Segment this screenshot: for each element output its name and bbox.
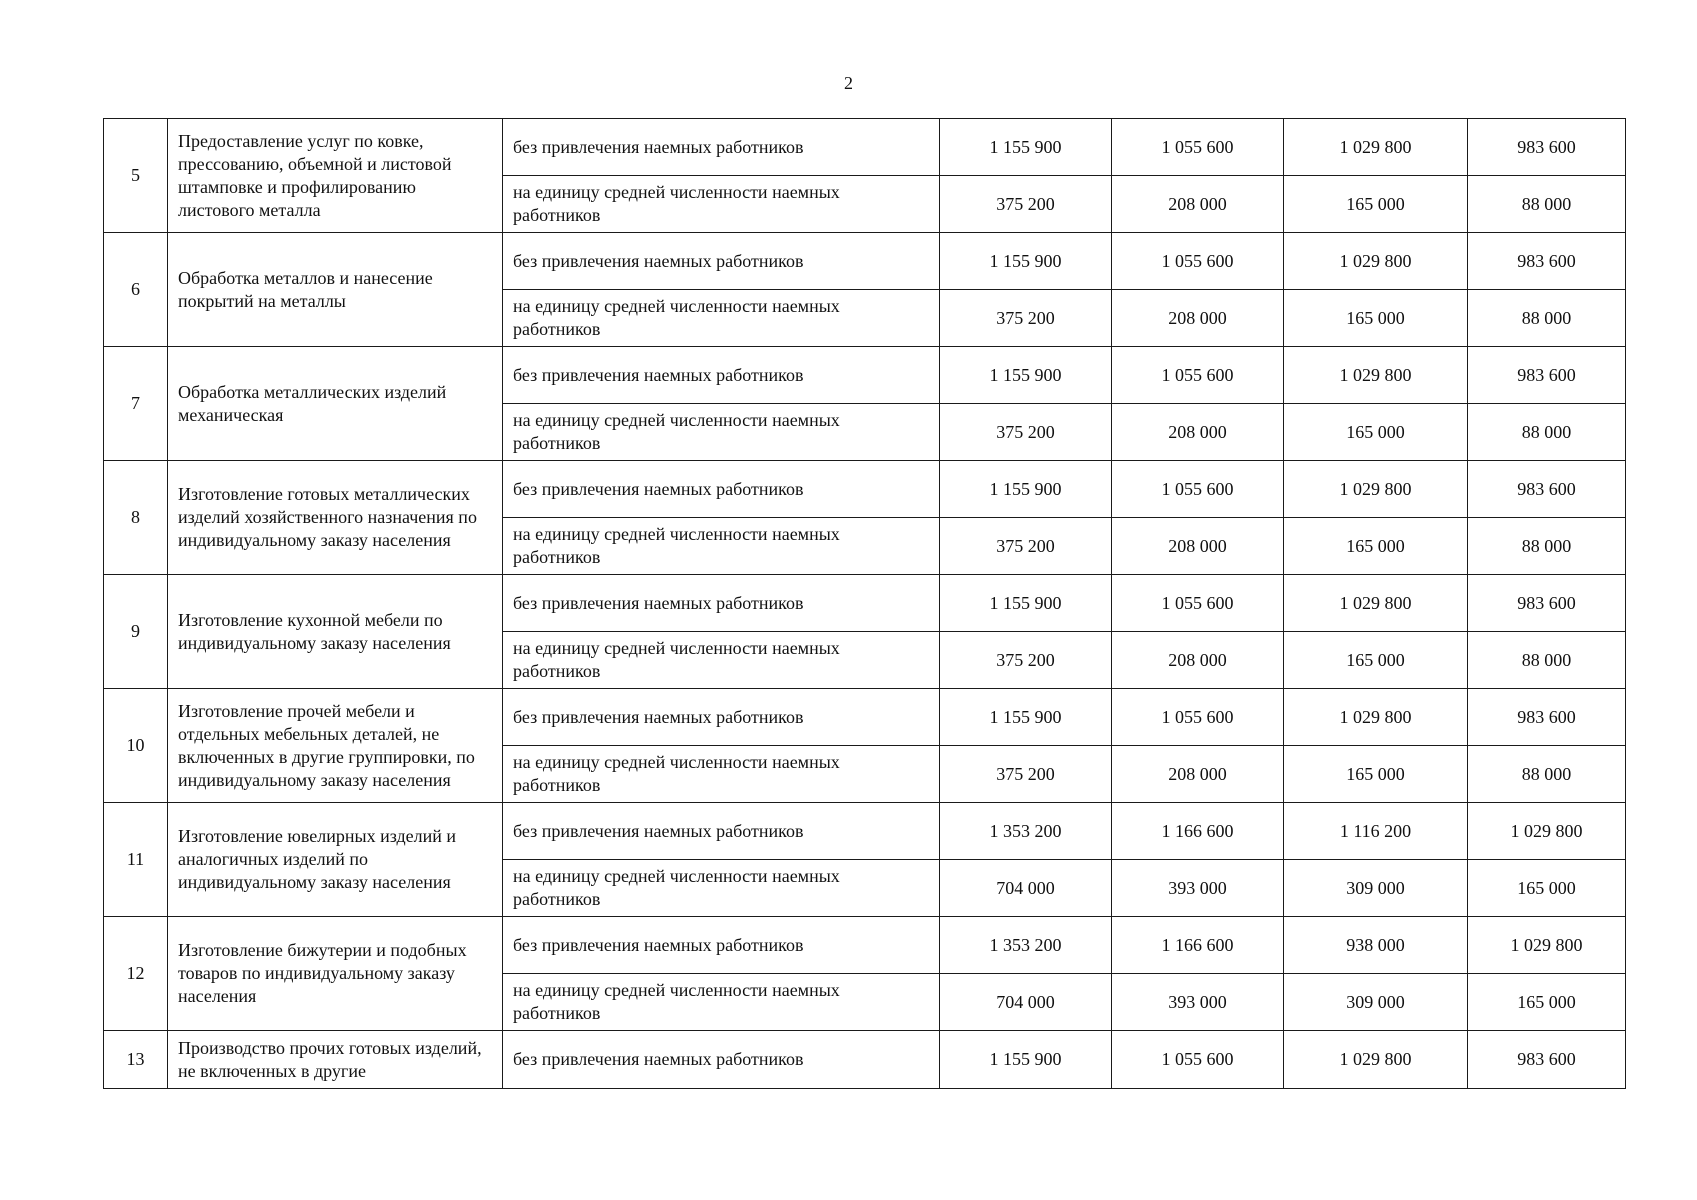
value-cell-1: 704 000 [940, 974, 1112, 1031]
condition-cell: без привлечения наемных работников [503, 689, 940, 746]
value-cell-1: 1 155 900 [940, 1031, 1112, 1089]
value-cell-1: 704 000 [940, 860, 1112, 917]
value-cell-4: 88 000 [1468, 746, 1626, 803]
table-row [104, 233, 1626, 290]
value-cell-2: 208 000 [1112, 632, 1284, 689]
condition-cell: на единицу средней численности наемных работников [503, 290, 940, 347]
value-cell-1: 1 155 900 [940, 461, 1112, 518]
activity-name-cell: Изготовление прочей мебели и отдельных мебельных деталей, не включенных в другие группировки, по индивидуальному заказу населения [168, 689, 503, 803]
value-cell-3: 165 000 [1284, 746, 1468, 803]
condition-cell: на единицу средней численности наемных работников [503, 746, 940, 803]
table-row [104, 1031, 1626, 1089]
value-cell-3: 1 029 800 [1284, 347, 1468, 404]
value-cell-1: 375 200 [940, 632, 1112, 689]
activity-name-cell: Предоставление услуг по ковке, прессованию, объемной и листовой штамповке и профилированию листового металла [168, 119, 503, 233]
value-cell-2: 1 055 600 [1112, 1031, 1284, 1089]
value-cell-2: 1 055 600 [1112, 347, 1284, 404]
value-cell-3: 1 029 800 [1284, 233, 1468, 290]
value-cell-1: 375 200 [940, 290, 1112, 347]
condition-cell: на единицу средней численности наемных работников [503, 518, 940, 575]
value-cell-3: 165 000 [1284, 176, 1468, 233]
row-number-cell: 12 [104, 917, 168, 1031]
value-cell-1: 375 200 [940, 176, 1112, 233]
value-cell-1: 1 353 200 [940, 803, 1112, 860]
table-row [104, 803, 1626, 860]
value-cell-1: 1 155 900 [940, 233, 1112, 290]
condition-cell: без привлечения наемных работников [503, 347, 940, 404]
value-cell-4: 165 000 [1468, 860, 1626, 917]
table-row [104, 347, 1626, 404]
value-cell-2: 393 000 [1112, 974, 1284, 1031]
row-number-cell: 9 [104, 575, 168, 689]
activity-name-cell: Производство прочих готовых изделий, не включенных в другие [168, 1031, 503, 1089]
value-cell-4: 88 000 [1468, 632, 1626, 689]
table-row [104, 575, 1626, 632]
value-cell-2: 1 055 600 [1112, 575, 1284, 632]
value-cell-3: 1 029 800 [1284, 119, 1468, 176]
value-cell-2: 208 000 [1112, 404, 1284, 461]
activity-name-cell: Изготовление бижутерии и подобных товаров по индивидуальному заказу населения [168, 917, 503, 1031]
value-cell-4: 1 029 800 [1468, 803, 1626, 860]
condition-cell: без привлечения наемных работников [503, 233, 940, 290]
row-number-cell: 8 [104, 461, 168, 575]
value-cell-3: 1 029 800 [1284, 1031, 1468, 1089]
condition-cell: без привлечения наемных работников [503, 119, 940, 176]
value-cell-1: 1 155 900 [940, 575, 1112, 632]
activity-name-cell: Изготовление ювелирных изделий и аналогичных изделий по индивидуальному заказу населения [168, 803, 503, 917]
value-cell-2: 1 055 600 [1112, 689, 1284, 746]
value-cell-2: 208 000 [1112, 746, 1284, 803]
condition-cell: без привлечения наемных работников [503, 461, 940, 518]
value-cell-4: 983 600 [1468, 347, 1626, 404]
value-cell-2: 1 055 600 [1112, 233, 1284, 290]
condition-cell: на единицу средней численности наемных работников [503, 974, 940, 1031]
row-number-cell: 13 [104, 1031, 168, 1089]
value-cell-3: 938 000 [1284, 917, 1468, 974]
value-cell-4: 88 000 [1468, 404, 1626, 461]
table-row [104, 461, 1626, 518]
activity-name-cell: Изготовление кухонной мебели по индивидуальному заказу населения [168, 575, 503, 689]
value-cell-2: 1 166 600 [1112, 803, 1284, 860]
table-row [104, 119, 1626, 176]
value-cell-4: 983 600 [1468, 689, 1626, 746]
value-cell-4: 983 600 [1468, 461, 1626, 518]
value-cell-1: 375 200 [940, 404, 1112, 461]
condition-cell: на единицу средней численности наемных работников [503, 860, 940, 917]
value-cell-3: 165 000 [1284, 404, 1468, 461]
value-cell-3: 1 029 800 [1284, 575, 1468, 632]
value-cell-2: 208 000 [1112, 518, 1284, 575]
page-number: 2 [844, 73, 853, 93]
condition-cell: на единицу средней численности наемных работников [503, 176, 940, 233]
table-row [104, 917, 1626, 974]
value-cell-3: 1 029 800 [1284, 461, 1468, 518]
row-number-cell: 7 [104, 347, 168, 461]
row-number-cell: 10 [104, 689, 168, 803]
row-number-cell: 6 [104, 233, 168, 347]
row-number-cell: 11 [104, 803, 168, 917]
value-cell-1: 1 155 900 [940, 689, 1112, 746]
value-cell-1: 1 155 900 [940, 347, 1112, 404]
value-cell-4: 165 000 [1468, 974, 1626, 1031]
value-cell-2: 393 000 [1112, 860, 1284, 917]
value-cell-1: 1 353 200 [940, 917, 1112, 974]
value-cell-2: 1 166 600 [1112, 917, 1284, 974]
value-cell-4: 88 000 [1468, 290, 1626, 347]
condition-cell: без привлечения наемных работников [503, 803, 940, 860]
activity-name-cell: Обработка металлов и нанесение покрытий на металлы [168, 233, 503, 347]
value-cell-4: 983 600 [1468, 233, 1626, 290]
row-number-cell: 5 [104, 119, 168, 233]
value-cell-4: 88 000 [1468, 518, 1626, 575]
value-cell-4: 983 600 [1468, 1031, 1626, 1089]
value-cell-3: 165 000 [1284, 632, 1468, 689]
value-cell-2: 208 000 [1112, 176, 1284, 233]
value-cell-4: 983 600 [1468, 119, 1626, 176]
condition-cell: без привлечения наемных работников [503, 917, 940, 974]
condition-cell: без привлечения наемных работников [503, 1031, 940, 1089]
value-cell-3: 165 000 [1284, 518, 1468, 575]
table-row [104, 689, 1626, 746]
tariff-table [103, 118, 1626, 1089]
condition-cell: без привлечения наемных работников [503, 575, 940, 632]
value-cell-1: 375 200 [940, 746, 1112, 803]
activity-name-cell: Изготовление готовых металлических изделий хозяйственного назначения по индивидуальному заказу населения [168, 461, 503, 575]
value-cell-4: 983 600 [1468, 575, 1626, 632]
value-cell-3: 309 000 [1284, 860, 1468, 917]
value-cell-3: 1 116 200 [1284, 803, 1468, 860]
value-cell-2: 1 055 600 [1112, 461, 1284, 518]
value-cell-2: 1 055 600 [1112, 119, 1284, 176]
value-cell-3: 309 000 [1284, 974, 1468, 1031]
value-cell-1: 375 200 [940, 518, 1112, 575]
condition-cell: на единицу средней численности наемных работников [503, 404, 940, 461]
value-cell-3: 165 000 [1284, 290, 1468, 347]
value-cell-2: 208 000 [1112, 290, 1284, 347]
condition-cell: на единицу средней численности наемных работников [503, 632, 940, 689]
value-cell-4: 88 000 [1468, 176, 1626, 233]
activity-name-cell: Обработка металлических изделий механическая [168, 347, 503, 461]
value-cell-1: 1 155 900 [940, 119, 1112, 176]
value-cell-4: 1 029 800 [1468, 917, 1626, 974]
value-cell-3: 1 029 800 [1284, 689, 1468, 746]
